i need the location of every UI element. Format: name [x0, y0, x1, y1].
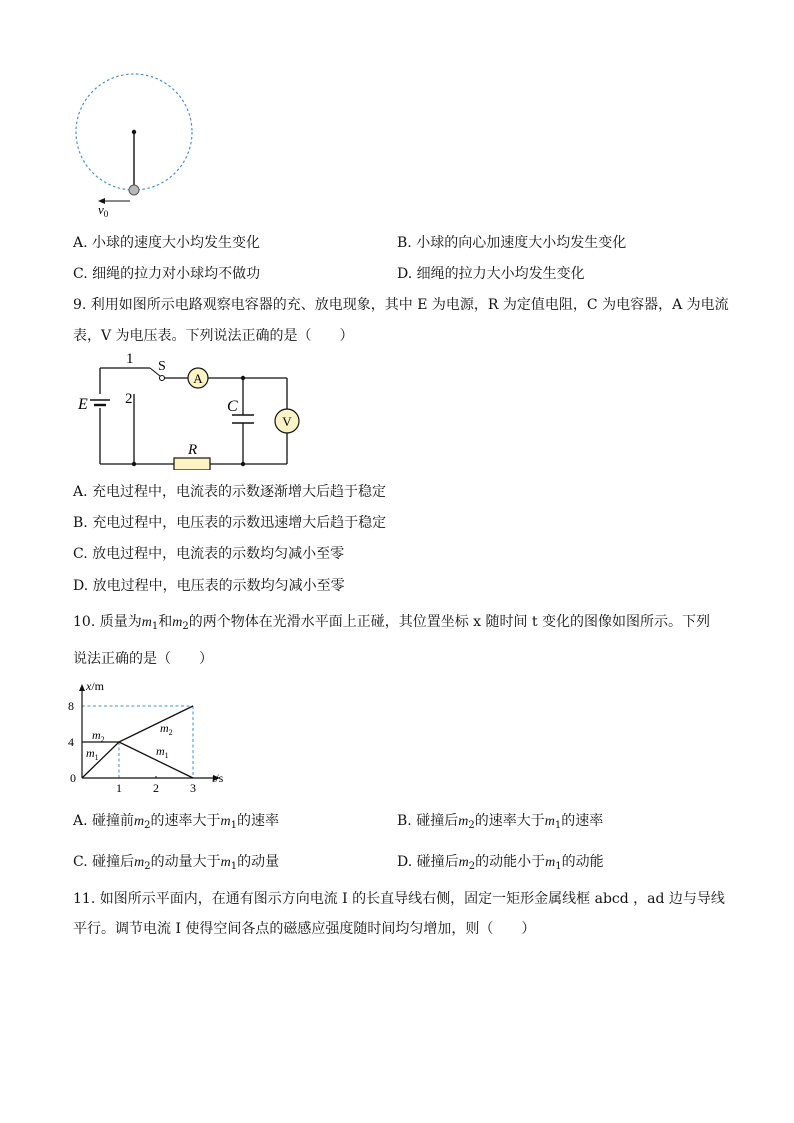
m1-before-label: $m_1$ [86, 746, 99, 762]
m2-after-label: $m_2$ [160, 721, 173, 737]
y-tick-4: 4 [68, 735, 74, 749]
y-axis-arrow [79, 684, 85, 691]
svg-text:V: V [282, 414, 292, 429]
q11-stem-line1: 11. 如图所示平面内，在通有图示方向电流 I 的长直导线右侧，固定一矩形金属线框 abcd ，ad 边与导线 [73, 891, 725, 907]
resistor-symbol [174, 458, 210, 470]
q9-stem-line1: 9. 利用如图所示电路观察电容器的充、放电现象，其中 E 为电源，R 为定值电阻，C 为电容器，A 为电流 [73, 297, 729, 313]
switch-pos2-label: 2 [125, 391, 133, 407]
y-tick-8: 8 [68, 699, 74, 713]
source-label: E [78, 396, 88, 413]
q9-option-b: B. 充电过程中，电压表的示数迅速增大后趋于稳定 [73, 515, 387, 531]
q10-option-d: D. 碰撞后$m_2$的动能小于$m_1$的动能 [397, 854, 604, 872]
capacitor-label: C [227, 398, 238, 415]
v0-label: $v_0$ [98, 202, 109, 219]
x-tick-3: 3 [190, 781, 196, 795]
q8-option-b: B. 小球的向心加速度大小均发生变化 [397, 235, 627, 251]
q9-option-a: A. 充电过程中，电流表的示数逐渐增大后趋于稳定 [73, 484, 387, 500]
q9-stem-line2: 表，V 为电压表。下列说法正确的是（ ） [73, 328, 354, 344]
q10-stem-line2: 说法正确的是（ ） [73, 651, 213, 667]
q8-option-a: A. 小球的速度大小均发生变化 [73, 235, 261, 251]
m2-before-label: $m_2$ [92, 728, 105, 744]
q10-option-b: B. 碰撞后$m_2$的速率大于$m_1$的速率 [397, 813, 604, 831]
q9-option-d: D. 放电过程中，电压表的示数均匀减小至零 [73, 578, 345, 594]
q8-option-d: D. 细绳的拉力大小均发生变化 [397, 266, 585, 282]
q10-stem-line1: 10. 质量为$m_1$和$m_2$的两个物体在光滑水平面上正碰，其位置坐标 x 随时间 t 变化的图像如图所示。下列 [73, 614, 711, 632]
junction-dot [241, 376, 245, 380]
q10-position-time-graph [64, 676, 234, 798]
x-axis-label: t/s [212, 771, 224, 785]
junction-dot [241, 462, 245, 466]
y-axis-label: x/m [86, 679, 104, 693]
m1-after-label: $m_1$ [156, 744, 169, 760]
q9-option-c: C. 放电过程中，电流表的示数均匀减小至零 [73, 546, 345, 562]
switch-pivot [160, 376, 165, 381]
q8-option-c: C. 细绳的拉力对小球均不做功 [73, 266, 261, 282]
junction-dot [132, 462, 136, 466]
y-tick-0: 0 [70, 771, 76, 785]
svg-text:A: A [193, 371, 203, 386]
x-tick-1: 1 [116, 781, 122, 795]
ball [129, 185, 139, 195]
q8-pendulum-figure [64, 66, 204, 226]
q9-circuit-diagram [72, 348, 312, 470]
switch-label: S [158, 359, 166, 374]
q10-option-a: A. 碰撞前$m_2$的速率大于$m_1$的速率 [73, 813, 280, 831]
resistor-label: R [188, 442, 198, 458]
q10-option-c: C. 碰撞后$m_2$的动量大于$m_1$的动量 [73, 854, 280, 872]
switch-pos1-label: 1 [126, 351, 134, 367]
q11-stem-line2: 平行。调节电流 I 使得空间各点的磁感应强度随时间均匀增加，则（ ） [73, 921, 536, 937]
x-tick-2: 2 [153, 781, 159, 795]
